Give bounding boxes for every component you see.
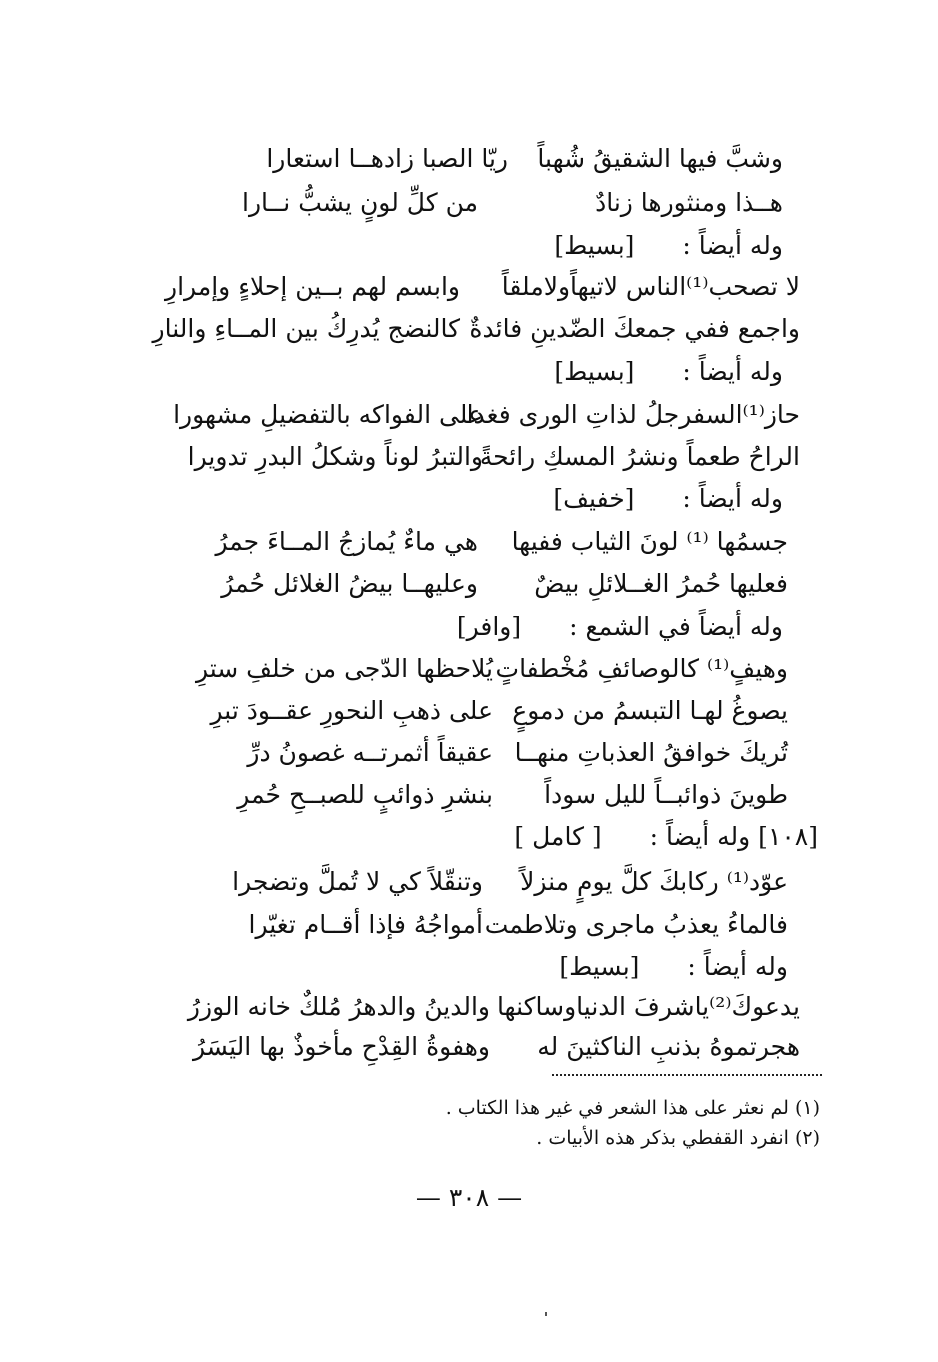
verse-second-hemistich: وابسم لهم بــين إحلاءٍ وإمرارِ: [165, 272, 460, 301]
verse-first-hemistich: واجمع ففي جمعكَ الضّدينِ فائدةٌ: [469, 314, 800, 343]
verse-first-hemistich: الراحُ طعماً ونشرُ المسكِ رائحةً: [479, 442, 800, 471]
verse-second-hemistich: والتبرُ لوناً وشكلُ البدرِ تدويرا: [187, 442, 483, 471]
verse-first-hemistich: يدعوكَ⁽²⁾ياشرفَ الدنياوساكنها: [496, 992, 800, 1021]
meter-label: [وافر]: [456, 612, 522, 641]
meter-label: [بسيط]: [554, 231, 635, 260]
poem-heading: [559, 950, 788, 984]
verse-first-hemistich: حاز⁽¹⁾السفرجلُ لذاتِ الورى فغدا: [466, 400, 800, 429]
heading-text: [١٠٨] وله أيضاً :: [649, 822, 818, 851]
verse-first-hemistich: جسمُها ⁽¹⁾ لونَ الثياب ففيها: [511, 527, 788, 556]
footnote: (١) لم نعثر على هذا الشعر في غير هذا الكتاب .: [445, 1097, 820, 1119]
heading-text: وله أيضاً :: [682, 357, 783, 386]
poem-heading: [457, 610, 783, 644]
verse-first-hemistich: وشبَّ فيها الشقيقُ شُهباً: [537, 144, 783, 173]
heading-text: وله أيضاً :: [682, 231, 783, 260]
verse-second-hemistich: بنشرِ ذوائبٍ للصبــحِ حُمرِ: [237, 780, 493, 809]
verse-first-hemistich: هجرتموهُ بذنبِ الناكثينَ له: [537, 1032, 800, 1061]
heading-text: وله أيضاً :: [687, 952, 788, 981]
verse-second-hemistich: على الفواكه بالتفضيلِ مشهورا: [173, 400, 483, 429]
heading-text: وله أيضاً في الشمع :: [569, 612, 783, 641]
page-number: — ٣٠٨ —: [415, 1183, 523, 1212]
verse-second-hemistich: على ذهبِ النحورِ عقــودَ تبرِ: [210, 696, 493, 725]
verse-first-hemistich: طوينَ ذوائبــاً لليل سوداً: [544, 780, 788, 809]
verse-second-hemistich: أمواجُهُ فإذا أقــام تغيّرا: [248, 910, 483, 939]
heading-text: وله أيضاً :: [682, 484, 783, 513]
verse-second-hemistich: وعليهــا بيضُ الغلائل حُمرُ: [221, 569, 478, 598]
poem-heading: [514, 820, 818, 854]
verse-second-hemistich: عقيقاً أثمرتــه غصونُ درِّ: [247, 738, 493, 767]
verse-second-hemistich: وهفوةُ القِدْحِ مأخوذٌ بها اليَسَرُ: [193, 1032, 490, 1061]
poem-heading: [554, 355, 783, 389]
verse-first-hemistich: فعليها حُمرُ الغــلائلِ بيضٌ: [534, 569, 788, 598]
verse-second-hemistich: هي ماءٌ يُمازجُ المــاءَ جمرُ: [215, 527, 478, 556]
verse-second-hemistich: من كلِّ لونٍ يشبُّ نــارا: [242, 188, 478, 217]
footnote: (٢) انفرد القفطي بذكر هذه الأبيات .: [536, 1127, 820, 1149]
verse-first-hemistich: لا تصحب⁽¹⁾الناس لاتيهاًولاملقاً: [501, 272, 800, 301]
footnote-separator: [552, 1074, 822, 1076]
verse-first-hemistich: يصوغُ لهـا التبسمُ من دموعٍ: [512, 696, 788, 725]
meter-label: [ كامل ]: [514, 822, 602, 851]
verse-second-hemistich: يُلاحظها الدّجى من خلفِ سترِ: [195, 654, 493, 683]
verse-first-hemistich: هــذا ومنثورها زنادٌ: [595, 188, 783, 217]
verse-second-hemistich: كالنضج يُدرِكُ بين المــاءِ والنارِ: [152, 314, 460, 343]
verse-first-hemistich: فالماءُ يعذبُ ماجرى وتلاطمت: [484, 910, 788, 939]
verse-second-hemistich: وتنقّلاً كي لا تُملَّ وتضجرا: [232, 867, 483, 896]
verse-first-hemistich: عوّد⁽¹⁾ ركابكَ كلَّ يومٍ منزلاً: [520, 867, 788, 896]
meter-label: [بسيط]: [554, 357, 635, 386]
meter-label: [خفيف]: [553, 484, 635, 513]
print-speck: [545, 1312, 547, 1316]
meter-label: [بسيط]: [559, 952, 640, 981]
poem-heading: [553, 482, 783, 516]
verse-second-hemistich: والدينُ والدهرُ مُلكٌ خانه الوزرُ: [187, 992, 490, 1021]
verse-second-hemistich: ريّا الصبا زادهــا استعارا: [266, 144, 508, 173]
poem-heading: [554, 229, 783, 263]
verse-first-hemistich: تُريكَ خوافقُ العذباتِ منهــا: [514, 738, 788, 767]
verse-first-hemistich: وهيفٍ⁽¹⁾ كالوصائفِ مُخْطفاتٍ: [495, 654, 788, 683]
